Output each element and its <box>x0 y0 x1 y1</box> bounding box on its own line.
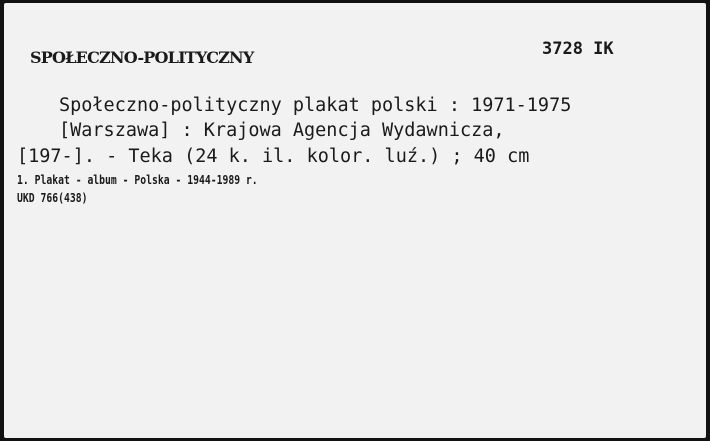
publication-statement: [Warszawa] : Krajowa Agencja Wydawnicza, <box>59 120 505 141</box>
call-number: 3728 IK <box>542 39 614 59</box>
catalog-card <box>4 3 706 438</box>
title-statement: Społeczno-polityczny plakat polski : 1971-1975 <box>59 95 572 116</box>
udc-classification: UKD 766(438) <box>17 190 88 205</box>
physical-description: [197-]. - Teka (24 k. il. kolor. luź.) ; 40 cm <box>17 146 530 167</box>
subject-entries: 1. Plakat - album - Polska - 1944-1989 r. <box>17 172 258 187</box>
subject-heading: SPOŁECZNO-POLITYCZNY <box>30 48 254 67</box>
